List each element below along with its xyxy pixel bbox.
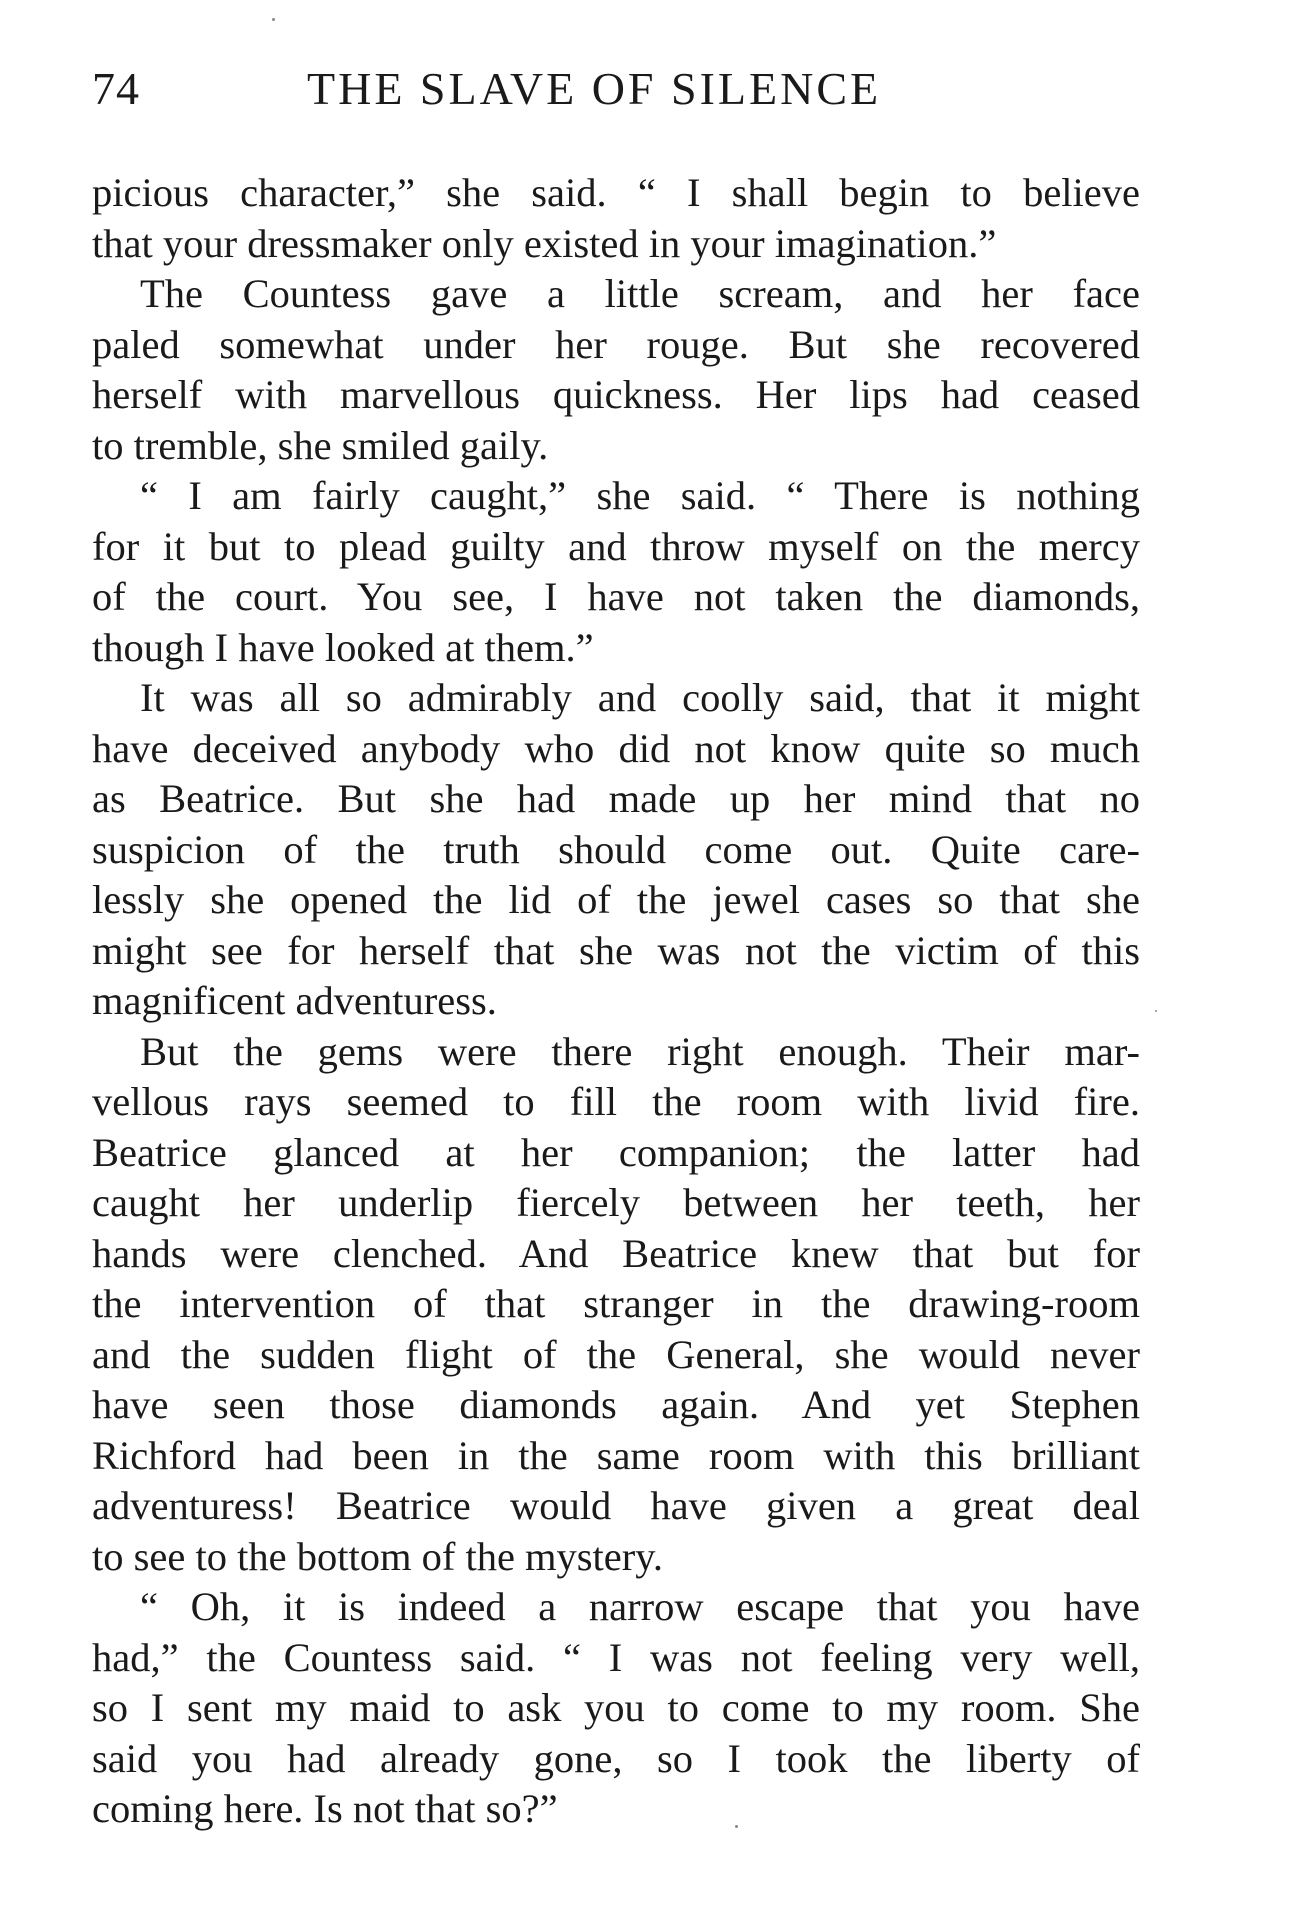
text-line: coming here. Is not that so?” bbox=[92, 1786, 558, 1831]
text-line: for it but to plead guilty and throw myself on the mercy bbox=[92, 523, 1140, 569]
text-line: as Beatrice. But she had made up her mind that no bbox=[92, 776, 1140, 821]
text-line: have deceived anybody who did not know quite so much bbox=[92, 725, 1140, 771]
text-line: adventuress! Beatrice would have given a great deal bbox=[92, 1483, 1140, 1528]
text-line: had,” the Countess said. “ I was not feeling very well, bbox=[92, 1634, 1140, 1680]
text-line: picious character,” she said. “ I shall begin to believe bbox=[92, 170, 1140, 215]
text-line: might see for herself that she was not the victim of this bbox=[92, 927, 1140, 973]
text-line: to see to the bottom of the mystery. bbox=[92, 1533, 664, 1579]
text-line: “ Oh, it is indeed a narrow escape that you have bbox=[140, 1584, 1140, 1629]
text-line: have seen those diamonds again. And yet Stephen bbox=[92, 1382, 1140, 1427]
text-line: and the sudden flight of the General, she would never bbox=[92, 1331, 1140, 1377]
text-line: “ I am fairly caught,” she said. “ There is nothing bbox=[140, 473, 1140, 518]
text-line: the intervention of that stranger in the drawing-room bbox=[92, 1281, 1140, 1326]
text-line: The Countess gave a little scream, and her face bbox=[140, 271, 1140, 316]
text-line: hands were clenched. And Beatrice knew that but for bbox=[92, 1230, 1140, 1276]
text-line: Beatrice glanced at her companion; the latter had bbox=[92, 1129, 1140, 1175]
body-text bbox=[92, 168, 1140, 1835]
text-line: of the court. You see, I have not taken the diamonds, bbox=[92, 574, 1140, 619]
running-title: THE SLAVE OF SILENCE bbox=[307, 63, 882, 114]
text-line: vellous rays seemed to fill the room with livid fire. bbox=[92, 1079, 1140, 1124]
text-line: though I have looked at them.” bbox=[92, 624, 594, 670]
text-line: so I sent my maid to ask you to come to my room. She bbox=[92, 1685, 1140, 1730]
text-line: paled somewhat under her rouge. But she recovered bbox=[92, 321, 1140, 367]
text-line: lessly she opened the lid of the jewel cases so that she bbox=[92, 877, 1140, 922]
text-line: to tremble, she smiled gaily. bbox=[92, 422, 549, 468]
text-line: that your dressmaker only existed in your imagination.” bbox=[92, 220, 997, 266]
print-speck bbox=[735, 1825, 738, 1828]
page-header bbox=[92, 62, 1140, 122]
text-line: said you had already gone, so I took the liberty of bbox=[92, 1735, 1140, 1781]
text-line: herself with marvellous quickness. Her lips had ceased bbox=[92, 372, 1140, 417]
text-line: caught her underlip fiercely between her teeth, her bbox=[92, 1180, 1140, 1225]
text-line: It was all so admirably and coolly said, that it might bbox=[140, 675, 1140, 720]
page-number: 74 bbox=[92, 63, 140, 114]
text-line: suspicion of the truth should come out. Quite care- bbox=[92, 826, 1140, 872]
text-line: Richford had been in the same room with this brilliant bbox=[92, 1432, 1140, 1478]
print-speck bbox=[1155, 1010, 1157, 1012]
text-line: But the gems were there right enough. Their mar- bbox=[140, 1028, 1140, 1074]
print-speck bbox=[272, 18, 275, 21]
text-line: magnificent adventuress. bbox=[92, 978, 497, 1023]
